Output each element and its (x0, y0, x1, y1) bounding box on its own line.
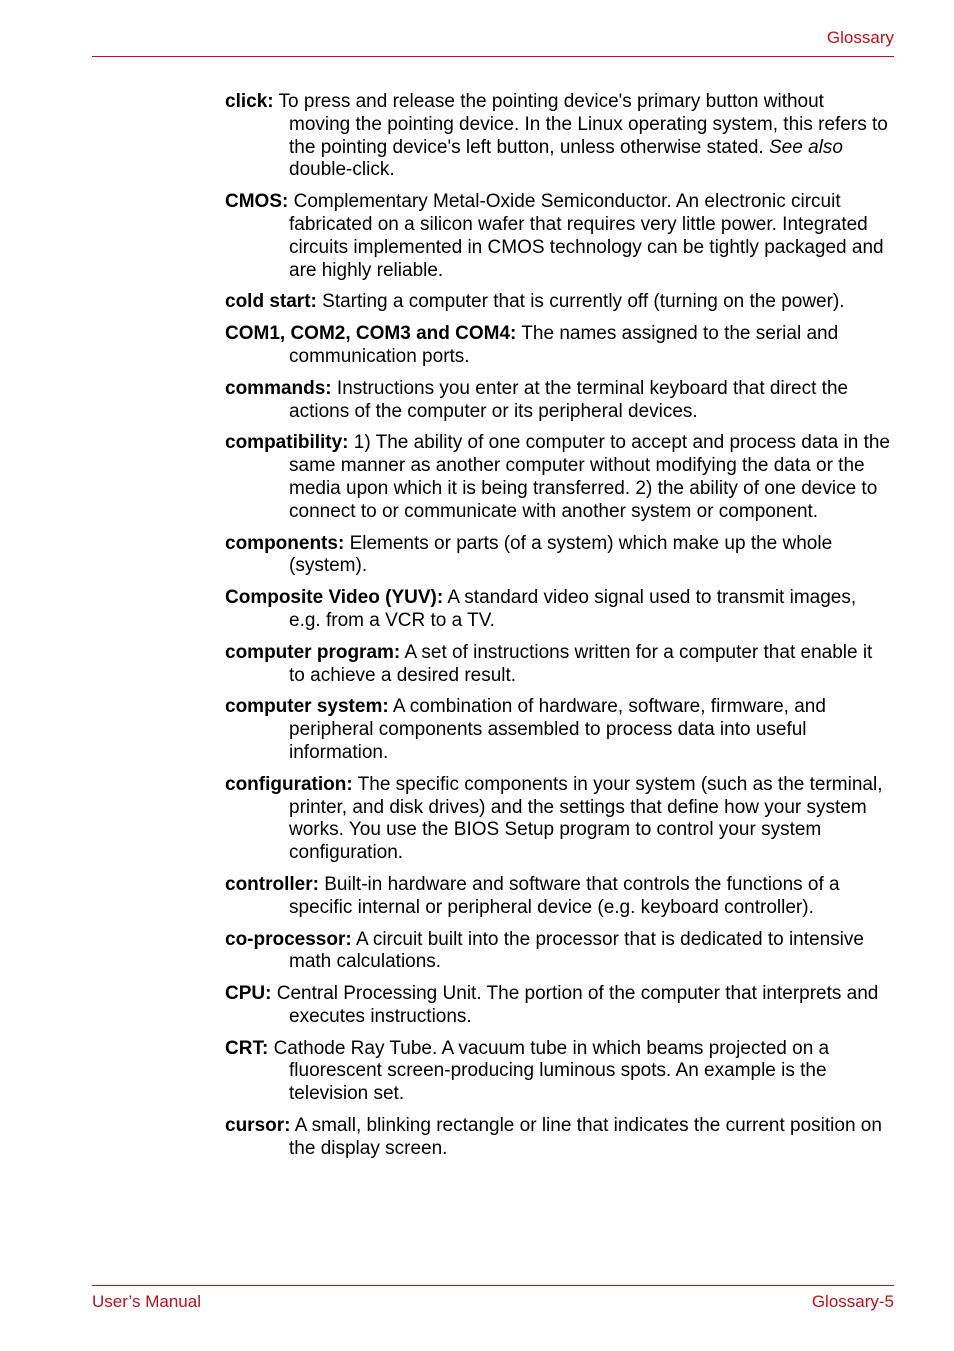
glossary-entry-computer-program (225, 642, 890, 688)
glossary-definition: A set of instructions written for a computer that enable it to achieve a desired result. (289, 641, 873, 686)
glossary-entry-configuration (225, 774, 890, 865)
glossary-entry-click (225, 91, 890, 182)
glossary-term: cold start: (225, 291, 317, 313)
glossary-definition: A standard video signal used to transmit images, e.g. from a VCR to a TV. (289, 587, 857, 631)
glossary-entry-compatibility (225, 432, 890, 523)
running-header: Glossary (826, 28, 894, 47)
see-also-target: double-click. (289, 159, 395, 181)
glossary-term: compatibility: (225, 432, 349, 454)
header-divider (92, 56, 894, 57)
glossary-term: CMOS: (225, 191, 289, 213)
glossary-entry-co-processor (225, 929, 890, 975)
glossary-term: CRT: (225, 1037, 269, 1059)
glossary-definition: A circuit built into the processor that is dedicated to intensive math calculations. (289, 928, 864, 973)
glossary-entry-cpu (225, 983, 890, 1029)
glossary-term: Composite Video (YUV): (225, 587, 444, 609)
glossary-definition: Built-in hardware and software that controls the functions of a specific internal or peripheral device (e.g. keyboard controller). (289, 873, 840, 918)
glossary-definition: Cathode Ray Tube. A vacuum tube in which beams projected on a fluorescent screen-producing luminous spots. An example is the television set. (273, 1037, 830, 1105)
glossary-term: CPU: (225, 983, 272, 1005)
page-number: Glossary-5 (811, 1292, 894, 1311)
footer-divider (92, 1285, 894, 1286)
glossary-entry-controller (225, 874, 890, 920)
glossary-term: commands: (225, 377, 332, 399)
glossary-entry-cmos (225, 191, 890, 282)
glossary-term: computer system: (225, 696, 389, 718)
glossary-list (225, 91, 890, 1170)
glossary-definition: Complementary Metal-Oxide Semiconductor. An electronic circuit fabricated on a silicon wafer that requires very little power. Integrated circuits implemented in CMOS technology can be tightly packaged and are highly reliable. (289, 191, 884, 281)
glossary-definition: The names assigned to the serial and communication ports. (289, 323, 839, 367)
glossary-definition: 1) The ability of one computer to accept and process data in the same manner as another computer without modifying the data or the media upon which it is being transferred. 2) the ability of one device to connect to or communicate with another system or component. (289, 432, 890, 522)
glossary-term: COM1, COM2, COM3 and COM4: (225, 323, 517, 345)
glossary-term: configuration: (225, 773, 353, 795)
glossary-term: cursor: (225, 1115, 291, 1137)
glossary-entry-components (225, 533, 890, 579)
glossary-entry-computer-system (225, 696, 890, 764)
glossary-definition: The specific components in your system (such as the terminal, printer, and disk drives) and the settings that define how your system works. You use the BIOS Setup program to control your system configuration. (289, 773, 883, 864)
glossary-entry-crt (225, 1038, 890, 1106)
glossary-entry-composite-video (225, 587, 890, 633)
glossary-entry-cursor (225, 1115, 890, 1161)
see-also-label: See also (768, 136, 843, 158)
glossary-definition: Instructions you enter at the terminal keyboard that direct the actions of the computer or its peripheral devices. (289, 377, 849, 422)
glossary-definition: A combination of hardware, software, firmware, and peripheral components assembled to process data into useful information. (289, 696, 826, 763)
glossary-term: computer program: (225, 641, 401, 663)
glossary-term: controller: (225, 873, 319, 895)
glossary-definition: Starting a computer that is currently off (turning on the power). (322, 291, 845, 313)
glossary-definition: A small, blinking rectangle or line that indicates the current position on the display screen. (289, 1115, 882, 1159)
glossary-term: components: (225, 532, 345, 554)
glossary-entry-commands (225, 378, 890, 424)
glossary-definition: Central Processing Unit. The portion of the computer that interprets and executes instructions. (276, 983, 879, 1027)
glossary-term: click: (225, 91, 274, 112)
glossary-entry-com-ports (225, 323, 890, 369)
footer-manual-title: User’s Manual (92, 1292, 201, 1311)
glossary-entry-cold-start (225, 291, 890, 314)
glossary-definition: To press and release the pointing device's primary button without moving the pointing device. In the Linux operating system, this refers to the pointing device's left button, unless otherwise stated. (278, 91, 888, 158)
glossary-definition: Elements or parts (of a system) which make up the whole (system). (289, 532, 833, 577)
glossary-term: co-processor: (225, 928, 352, 950)
